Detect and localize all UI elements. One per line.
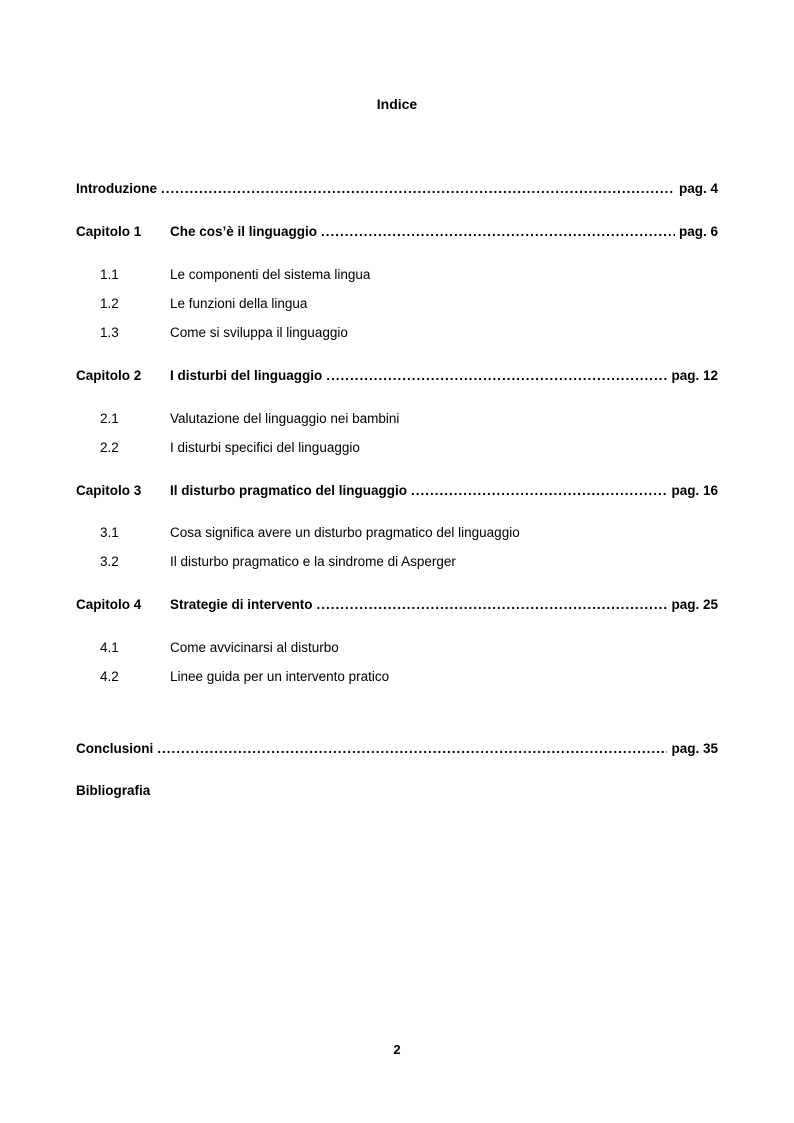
- section-number: 4.1: [100, 640, 119, 655]
- toc-subentry: [100, 411, 700, 431]
- toc-subentry: [100, 669, 700, 689]
- chapter-label: Capitolo 1: [76, 224, 142, 239]
- chapter-label: Capitolo 3: [76, 483, 142, 498]
- toc-entry-capitolo-2: [76, 368, 718, 388]
- chapter-label: Capitolo 2: [76, 368, 142, 383]
- section-title: Come si sviluppa il linguaggio: [170, 325, 348, 340]
- section-title: Il disturbo pragmatico e la sindrome di Asperger: [170, 554, 456, 569]
- chapter-page: pag. 6: [678, 224, 718, 239]
- chapter-page: pag. 16: [671, 483, 718, 498]
- section-title: Cosa significa avere un disturbo pragmatico del linguaggio: [170, 525, 520, 540]
- toc-subentry: [100, 640, 700, 660]
- chapter-title: Strategie di intervento: [170, 597, 313, 612]
- section-number: 1.2: [100, 296, 119, 311]
- toc-subentry: [100, 267, 700, 287]
- toc-entry-page: pag. 4: [678, 181, 718, 196]
- toc-entry-capitolo-1: [76, 224, 718, 244]
- page-number: 2: [393, 1042, 401, 1057]
- toc-entry-title: Bibliografia: [76, 783, 151, 798]
- toc-subentry: [100, 554, 700, 574]
- section-number: 2.2: [100, 440, 119, 455]
- section-number: 3.2: [100, 554, 119, 569]
- toc-entry-capitolo-3: [76, 483, 718, 503]
- toc-entry-capitolo-4: [76, 597, 718, 617]
- section-title: Le funzioni della lingua: [170, 296, 308, 311]
- section-number: 1.3: [100, 325, 119, 340]
- dot-leader: [321, 224, 675, 239]
- chapter-title: Il disturbo pragmatico del linguaggio: [170, 483, 408, 498]
- chapter-page: pag. 25: [671, 597, 718, 612]
- section-title: Valutazione del linguaggio nei bambini: [170, 411, 400, 426]
- chapter-title: Che cos’è il linguaggio: [170, 224, 318, 239]
- section-title: Come avvicinarsi al disturbo: [170, 640, 339, 655]
- section-title: I disturbi specifici del linguaggio: [170, 440, 360, 455]
- toc-subentry: [100, 325, 700, 345]
- toc-subentry: [100, 296, 700, 316]
- toc-subentry: [100, 440, 700, 460]
- toc-entry-title: Conclusioni: [76, 741, 154, 756]
- section-title: Le componenti del sistema lingua: [170, 267, 371, 282]
- chapter-page: pag. 12: [671, 368, 718, 383]
- toc-entry-page: pag. 35: [671, 741, 718, 756]
- dot-leader: [411, 483, 667, 498]
- section-number: 4.2: [100, 669, 119, 684]
- dot-leader: [317, 597, 668, 612]
- toc-entry-bibliografia: [76, 783, 718, 803]
- section-number: 3.1: [100, 525, 119, 540]
- toc-entry-title: Introduzione: [76, 181, 157, 196]
- chapter-title: I disturbi del linguaggio: [170, 368, 323, 383]
- toc-entry-conclusioni: [76, 741, 718, 761]
- toc-subentry: [100, 525, 700, 545]
- toc-entry-introduzione: [76, 181, 718, 201]
- section-number: 2.1: [100, 411, 119, 426]
- dot-leader: [326, 368, 667, 383]
- page-title: Indice: [376, 96, 418, 112]
- chapter-label: Capitolo 4: [76, 597, 142, 612]
- dot-leader: [157, 741, 667, 756]
- section-number: 1.1: [100, 267, 119, 282]
- section-title: Linee guida per un intervento pratico: [170, 669, 390, 684]
- dot-leader: [161, 181, 675, 196]
